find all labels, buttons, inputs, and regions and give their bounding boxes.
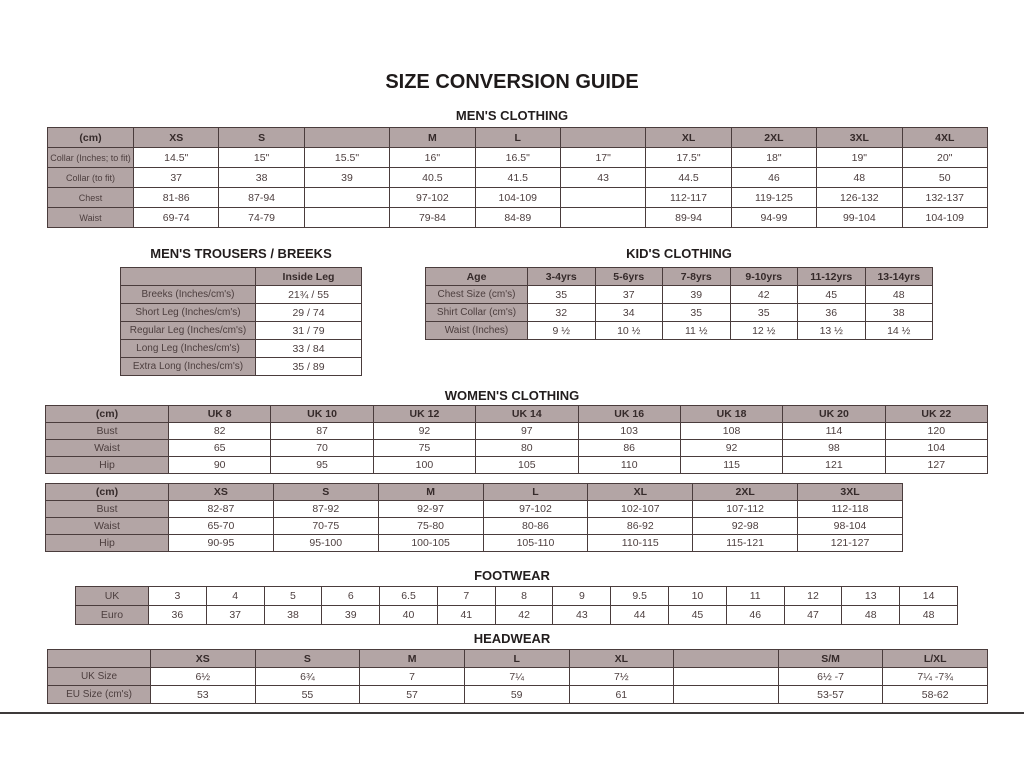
data-cell: 9.5 (611, 587, 669, 606)
data-cell: 90 (169, 457, 271, 474)
column-header-cell: XL (588, 484, 693, 501)
bottom-divider-line (0, 712, 1024, 714)
data-cell: 6¾ (255, 668, 360, 686)
table-row (48, 686, 988, 704)
data-cell: 100-105 (378, 535, 483, 552)
table (47, 649, 988, 704)
data-cell: 35 (663, 304, 731, 322)
table-row (121, 340, 362, 358)
data-cell: 13 ½ (798, 322, 866, 340)
data-cell: 17.5" (646, 148, 731, 168)
column-header-cell: XS (169, 484, 274, 501)
data-cell: 41 (437, 606, 495, 625)
data-cell: 70 (271, 440, 373, 457)
table-header-row (46, 484, 903, 501)
data-cell: 53-57 (778, 686, 883, 704)
table-row (426, 286, 933, 304)
data-cell: 11 ½ (663, 322, 731, 340)
data-cell: 119-125 (731, 188, 816, 208)
data-cell: 6 (322, 587, 380, 606)
row-label-cell: Breeks (Inches/cm's) (121, 286, 256, 304)
row-label-cell: Chest (48, 188, 134, 208)
table-header-row (121, 268, 362, 286)
row-label-cell: UK (76, 587, 149, 606)
data-cell: 14 ½ (865, 322, 933, 340)
data-cell: 57 (360, 686, 465, 704)
data-cell: 98 (783, 440, 885, 457)
section-heading-mens-trousers: MEN'S TROUSERS / BREEKS (150, 246, 332, 261)
data-cell: 48 (900, 606, 958, 625)
corner-header-cell (121, 268, 256, 286)
data-cell: 104-109 (902, 208, 987, 228)
row-label-cell: Hip (46, 457, 169, 474)
data-cell: 10 (669, 587, 727, 606)
data-cell: 107-112 (693, 501, 798, 518)
data-cell: 97-102 (483, 501, 588, 518)
column-header-cell: XS (151, 650, 256, 668)
corner-header-cell: Age (426, 268, 528, 286)
table-row (76, 587, 958, 606)
data-cell (304, 208, 389, 228)
column-header-cell: 5-6yrs (595, 268, 663, 286)
row-label-cell: Waist (46, 440, 169, 457)
corner-header-cell: (cm) (46, 406, 169, 423)
data-cell: 38 (219, 168, 304, 188)
data-cell: 7 (360, 668, 465, 686)
data-cell: 48 (865, 286, 933, 304)
data-cell (674, 668, 779, 686)
data-cell: 39 (304, 168, 389, 188)
data-cell: 69-74 (134, 208, 219, 228)
data-cell: 45 (798, 286, 866, 304)
table (425, 267, 933, 340)
column-header-cell (304, 128, 389, 148)
data-cell: 40 (380, 606, 438, 625)
data-cell: 39 (322, 606, 380, 625)
data-cell: 115-121 (693, 535, 798, 552)
data-cell: 21¾ / 55 (256, 286, 362, 304)
data-cell: 70-75 (273, 518, 378, 535)
column-header-cell: UK 12 (373, 406, 475, 423)
table-header-row (48, 650, 988, 668)
column-header-cell: UK 18 (680, 406, 782, 423)
data-cell: 32 (528, 304, 596, 322)
data-cell: 38 (264, 606, 322, 625)
data-cell: 35 / 89 (256, 358, 362, 376)
table-row (121, 304, 362, 322)
data-cell: 94-99 (731, 208, 816, 228)
data-cell: 80 (476, 440, 578, 457)
table (120, 267, 362, 376)
table-header-row (46, 406, 988, 423)
column-header-cell: 7-8yrs (663, 268, 731, 286)
column-header-cell: UK 8 (169, 406, 271, 423)
data-cell: 92-97 (378, 501, 483, 518)
data-cell: 15" (219, 148, 304, 168)
table-row (46, 457, 988, 474)
data-cell: 8 (495, 587, 553, 606)
table-row (46, 518, 903, 535)
data-cell: 46 (731, 168, 816, 188)
column-header-cell: L (483, 484, 588, 501)
data-cell: 13 (842, 587, 900, 606)
column-header-cell: L (475, 128, 560, 148)
data-cell: 127 (885, 457, 987, 474)
data-cell: 110-115 (588, 535, 693, 552)
table (45, 483, 903, 552)
column-header-cell: UK 22 (885, 406, 987, 423)
column-header-cell: XL (569, 650, 674, 668)
data-cell: 112-117 (646, 188, 731, 208)
data-cell: 104 (885, 440, 987, 457)
column-header-cell: L/XL (883, 650, 988, 668)
table-row (46, 501, 903, 518)
table (45, 405, 988, 474)
table-row (48, 208, 988, 228)
table-row (48, 188, 988, 208)
column-header-cell: S (273, 484, 378, 501)
column-header-cell: M (360, 650, 465, 668)
data-cell: 50 (902, 168, 987, 188)
data-cell: 126-132 (817, 188, 902, 208)
data-cell: 102-107 (588, 501, 693, 518)
data-cell: 58-62 (883, 686, 988, 704)
row-label-cell: Collar (Inches; to fit) (48, 148, 134, 168)
row-label-cell: Regular Leg (Inches/cm's) (121, 322, 256, 340)
data-cell: 98-104 (798, 518, 903, 535)
column-header-cell: UK 10 (271, 406, 373, 423)
womens-intl-sizes-table (45, 483, 903, 552)
table-row (46, 423, 988, 440)
data-cell: 42 (730, 286, 798, 304)
data-cell: 86 (578, 440, 680, 457)
column-header-cell: XL (646, 128, 731, 148)
data-cell: 44.5 (646, 168, 731, 188)
data-cell: 16.5" (475, 148, 560, 168)
column-header-cell: XS (134, 128, 219, 148)
data-cell: 29 / 74 (256, 304, 362, 322)
page-title: SIZE CONVERSION GUIDE (385, 71, 639, 93)
data-cell: 80-86 (483, 518, 588, 535)
row-label-cell: EU Size (cm's) (48, 686, 151, 704)
section-heading-kids-clothing: KID'S CLOTHING (626, 246, 732, 261)
data-cell: 92-98 (693, 518, 798, 535)
data-cell: 89-94 (646, 208, 731, 228)
data-cell: 12 ½ (730, 322, 798, 340)
table-row (76, 606, 958, 625)
data-cell: 43 (560, 168, 645, 188)
data-cell: 53 (151, 686, 256, 704)
data-cell: 38 (865, 304, 933, 322)
row-label-cell: Long Leg (Inches/cm's) (121, 340, 256, 358)
data-cell: 31 / 79 (256, 322, 362, 340)
column-header-cell: UK 20 (783, 406, 885, 423)
data-cell: 104-109 (475, 188, 560, 208)
column-header-cell: Inside Leg (256, 268, 362, 286)
corner-header-cell (48, 650, 151, 668)
data-cell: 87-92 (273, 501, 378, 518)
row-label-cell: Extra Long (Inches/cm's) (121, 358, 256, 376)
data-cell: 6.5 (380, 587, 438, 606)
data-cell: 95 (271, 457, 373, 474)
column-header-cell (674, 650, 779, 668)
table (47, 127, 988, 228)
table-row (48, 148, 988, 168)
data-cell: 33 / 84 (256, 340, 362, 358)
data-cell: 59 (464, 686, 569, 704)
column-header-cell: 4XL (902, 128, 987, 148)
data-cell: 121 (783, 457, 885, 474)
data-cell: 43 (553, 606, 611, 625)
data-cell: 105-110 (483, 535, 588, 552)
column-header-cell: S/M (778, 650, 883, 668)
column-header-cell: S (255, 650, 360, 668)
data-cell: 105 (476, 457, 578, 474)
data-cell: 75 (373, 440, 475, 457)
data-cell (674, 686, 779, 704)
headwear-table (47, 649, 988, 704)
data-cell: 48 (842, 606, 900, 625)
data-cell: 90-95 (169, 535, 274, 552)
column-header-cell: S (219, 128, 304, 148)
data-cell: 92 (680, 440, 782, 457)
row-label-cell: Waist (46, 518, 169, 535)
data-cell: 35 (528, 286, 596, 304)
section-heading-footwear: FOOTWEAR (474, 568, 550, 583)
data-cell: 14.5" (134, 148, 219, 168)
column-header-cell (560, 128, 645, 148)
data-cell: 114 (783, 423, 885, 440)
data-cell: 86-92 (588, 518, 693, 535)
data-cell: 3 (149, 587, 207, 606)
data-cell: 55 (255, 686, 360, 704)
row-label-cell: Chest Size (cm's) (426, 286, 528, 304)
data-cell: 74-79 (219, 208, 304, 228)
data-cell: 44 (611, 606, 669, 625)
data-cell: 87-94 (219, 188, 304, 208)
womens-uk-sizes-table (45, 405, 988, 474)
data-cell: 18" (731, 148, 816, 168)
data-cell: 81-86 (134, 188, 219, 208)
data-cell: 37 (134, 168, 219, 188)
table-row (121, 286, 362, 304)
data-cell: 6½ -7 (778, 668, 883, 686)
data-cell: 41.5 (475, 168, 560, 188)
data-cell: 7 (437, 587, 495, 606)
corner-header-cell: (cm) (46, 484, 169, 501)
data-cell: 120 (885, 423, 987, 440)
data-cell: 110 (578, 457, 680, 474)
column-header-cell: 2XL (693, 484, 798, 501)
column-header-cell: 2XL (731, 128, 816, 148)
data-cell: 95-100 (273, 535, 378, 552)
data-cell: 36 (798, 304, 866, 322)
data-cell: 82 (169, 423, 271, 440)
row-label-cell: Shirt Collar (cm's) (426, 304, 528, 322)
row-label-cell: Short Leg (Inches/cm's) (121, 304, 256, 322)
data-cell: 7½ (569, 668, 674, 686)
data-cell (560, 188, 645, 208)
data-cell: 40.5 (390, 168, 475, 188)
column-header-cell: 3XL (817, 128, 902, 148)
table-row (48, 668, 988, 686)
data-cell: 37 (206, 606, 264, 625)
data-cell: 10 ½ (595, 322, 663, 340)
data-cell: 79-84 (390, 208, 475, 228)
data-cell: 9 (553, 587, 611, 606)
table-row (48, 168, 988, 188)
table-row (426, 304, 933, 322)
data-cell: 75-80 (378, 518, 483, 535)
data-cell: 17" (560, 148, 645, 168)
column-header-cell: L (464, 650, 569, 668)
data-cell: 7¼ (464, 668, 569, 686)
column-header-cell: 3XL (798, 484, 903, 501)
row-label-cell: Waist (48, 208, 134, 228)
column-header-cell: UK 14 (476, 406, 578, 423)
column-header-cell: 13-14yrs (865, 268, 933, 286)
data-cell: 9 ½ (528, 322, 596, 340)
data-cell: 45 (669, 606, 727, 625)
data-cell: 100 (373, 457, 475, 474)
data-cell: 115 (680, 457, 782, 474)
row-label-cell: Bust (46, 501, 169, 518)
table-row (426, 322, 933, 340)
section-heading-womens-clothing: WOMEN'S CLOTHING (444, 388, 580, 403)
data-cell: 103 (578, 423, 680, 440)
data-cell: 39 (663, 286, 731, 304)
data-cell: 65-70 (169, 518, 274, 535)
data-cell: 84-89 (475, 208, 560, 228)
mens-clothing-table (47, 127, 988, 228)
kids-clothing-table (425, 267, 933, 340)
data-cell: 65 (169, 440, 271, 457)
data-cell: 5 (264, 587, 322, 606)
data-cell: 7¼ -7¾ (883, 668, 988, 686)
table-row (46, 440, 988, 457)
row-label-cell: UK Size (48, 668, 151, 686)
table-header-row (426, 268, 933, 286)
row-label-cell: Euro (76, 606, 149, 625)
data-cell: 61 (569, 686, 674, 704)
data-cell: 97-102 (390, 188, 475, 208)
data-cell: 34 (595, 304, 663, 322)
data-cell: 108 (680, 423, 782, 440)
data-cell: 37 (595, 286, 663, 304)
table (75, 586, 958, 625)
row-label-cell: Hip (46, 535, 169, 552)
data-cell (304, 188, 389, 208)
data-cell: 12 (784, 587, 842, 606)
column-header-cell: 9-10yrs (730, 268, 798, 286)
data-cell: 16" (390, 148, 475, 168)
data-cell: 6½ (151, 668, 256, 686)
row-label-cell: Collar (to fit) (48, 168, 134, 188)
data-cell: 19" (817, 148, 902, 168)
data-cell: 20" (902, 148, 987, 168)
mens-trousers-table (120, 267, 362, 376)
data-cell: 46 (726, 606, 784, 625)
table-header-row (48, 128, 988, 148)
data-cell: 11 (726, 587, 784, 606)
data-cell: 97 (476, 423, 578, 440)
data-cell: 36 (149, 606, 207, 625)
table-row (46, 535, 903, 552)
row-label-cell: Bust (46, 423, 169, 440)
table-row (121, 322, 362, 340)
data-cell: 48 (817, 168, 902, 188)
data-cell: 35 (730, 304, 798, 322)
table-row (121, 358, 362, 376)
data-cell: 47 (784, 606, 842, 625)
corner-header-cell: (cm) (48, 128, 134, 148)
data-cell: 92 (373, 423, 475, 440)
data-cell: 112-118 (798, 501, 903, 518)
data-cell (560, 208, 645, 228)
column-header-cell: M (390, 128, 475, 148)
data-cell: 15.5" (304, 148, 389, 168)
data-cell: 99-104 (817, 208, 902, 228)
section-heading-headwear: HEADWEAR (473, 631, 551, 646)
data-cell: 121-127 (798, 535, 903, 552)
section-heading-mens-clothing: MEN'S CLOTHING (455, 108, 569, 123)
footwear-table (75, 586, 958, 625)
column-header-cell: M (378, 484, 483, 501)
row-label-cell: Waist (Inches) (426, 322, 528, 340)
data-cell: 82-87 (169, 501, 274, 518)
data-cell: 87 (271, 423, 373, 440)
column-header-cell: 11-12yrs (798, 268, 866, 286)
column-header-cell: 3-4yrs (528, 268, 596, 286)
data-cell: 42 (495, 606, 553, 625)
column-header-cell: UK 16 (578, 406, 680, 423)
data-cell: 132-137 (902, 188, 987, 208)
data-cell: 4 (206, 587, 264, 606)
data-cell: 14 (900, 587, 958, 606)
